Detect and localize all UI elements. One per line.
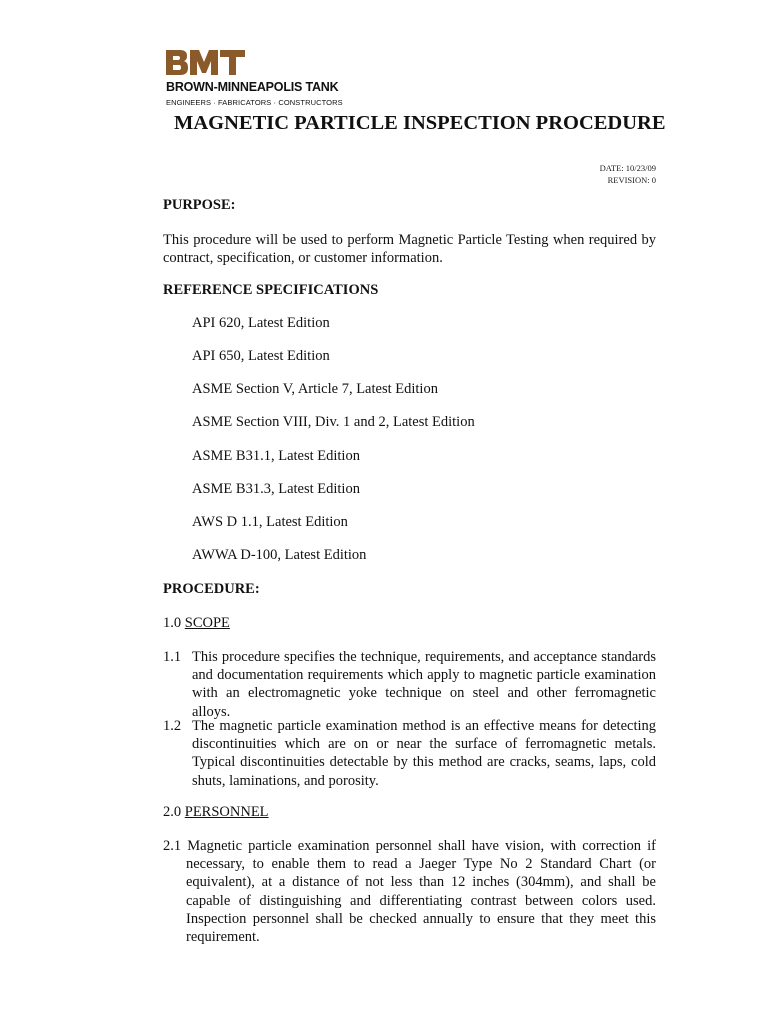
document-title: MAGNETIC PARTICLE INSPECTION PROCEDURE xyxy=(174,112,666,134)
reference-item: ASME B31.3, Latest Edition xyxy=(192,481,360,497)
company-tagline: ENGINEERS · FABRICATORS · CONSTRUCTORS xyxy=(166,98,343,107)
item-number: 1.1 xyxy=(163,649,182,665)
purpose-heading: PURPOSE: xyxy=(163,197,236,213)
section-title: SCOPE xyxy=(184,615,230,631)
item-number: 2.1 xyxy=(163,838,182,854)
company-logo xyxy=(166,48,366,108)
section-title: PERSONNEL xyxy=(184,804,269,820)
document-date: DATE: 10/23/09 xyxy=(599,163,656,173)
section-number: 1.0 xyxy=(163,615,182,631)
reference-item: API 650, Latest Edition xyxy=(192,348,330,364)
company-name: BROWN-MINNEAPOLIS TANK xyxy=(166,80,339,94)
item-number: 1.2 xyxy=(163,718,182,734)
reference-item: AWWA D-100, Latest Edition xyxy=(192,547,367,563)
reference-item: ASME Section V, Article 7, Latest Edition xyxy=(192,381,438,397)
section-personnel xyxy=(163,804,269,821)
reference-item: API 620, Latest Edition xyxy=(192,315,330,331)
references-heading: REFERENCE SPECIFICATIONS xyxy=(163,282,379,298)
personnel-item-2-1 xyxy=(163,837,656,946)
document-revision: REVISION: 0 xyxy=(607,175,656,185)
section-number: 2.0 xyxy=(163,804,182,820)
bmt-logo-mark-icon xyxy=(166,48,246,78)
reference-item: AWS D 1.1, Latest Edition xyxy=(192,514,348,530)
purpose-text: This procedure will be used to perform Magnetic Particle Testing when required by contract, specification, or customer information. xyxy=(163,232,656,266)
reference-item: ASME Section VIII, Div. 1 and 2, Latest Edition xyxy=(192,414,475,430)
item-text: Magnetic particle examination personnel shall have vision, with correction if necessary, to enable them to read a Jaeger Type No 2 Standard Chart (or equivalent), at a distance of not less than 12 inches (304mm), and shall be capable of distinguishing and differentiating contrast between colors used. Inspection personnel shall be checked annually to ensure that they meet this requirement. xyxy=(186,838,657,946)
reference-item: ASME B31.1, Latest Edition xyxy=(192,448,360,464)
item-text: The magnetic particle examination method is an effective means for detecting discontinuities which are on or near the surface of ferromagnetic metals. Typical discontinuities detectable by this method are cracks, seams, laps, cold shuts, laminations, and porosity. xyxy=(192,718,656,789)
document-meta xyxy=(600,162,656,186)
section-scope xyxy=(163,615,230,632)
item-text: This procedure specifies the technique, requirements, and acceptance standards and documentation requirements which apply to magnetic particle examination with an electromagnetic yoke technique on steel and other ferromagnetic alloys. xyxy=(192,649,656,720)
procedure-heading: PROCEDURE: xyxy=(163,581,260,597)
